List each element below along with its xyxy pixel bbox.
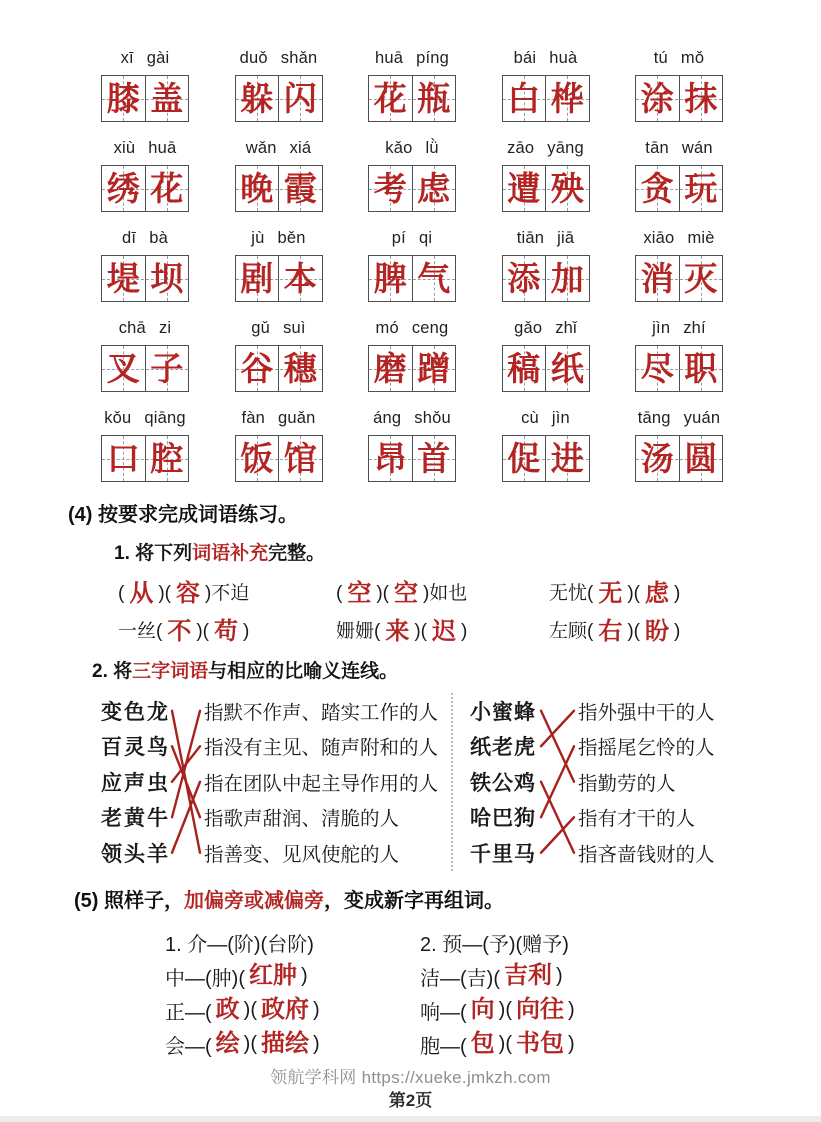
answer-character: 白: [507, 80, 541, 117]
pinyin-label: jìn zhí: [652, 319, 706, 337]
vocab-word-cell: [502, 136, 590, 212]
section5-title: [74, 884, 821, 913]
character-writing-box: [101, 435, 189, 482]
vocab-word-cell: [101, 46, 189, 122]
character-writing-box: [101, 255, 189, 302]
answer-character: 贪: [640, 170, 674, 207]
pinyin-label: kǎo lǜ: [385, 139, 439, 157]
answer-character: 馆: [283, 440, 317, 477]
matching-exercise-area: [0, 693, 821, 871]
character-writing-box: [235, 255, 323, 302]
vocab-word-cell: [502, 46, 590, 122]
character-writing-box: [502, 345, 590, 392]
completion-row: [118, 573, 821, 611]
vocab-word-cell: [368, 406, 456, 482]
text-run: )(: [243, 998, 257, 1021]
matching-meaning: 指有才干的人: [578, 808, 696, 831]
answer-text-red: 向: [470, 996, 495, 1023]
matching-word: 小蜜蜂: [470, 700, 536, 724]
matching-meaning: 指歌声甜润、清脆的人: [204, 808, 400, 831]
answer-text-red: 加偏旁或减偏旁: [184, 890, 324, 912]
text-run: (: [336, 583, 343, 604]
vocab-word-cell: [101, 406, 189, 482]
vocab-word-cell: [368, 46, 456, 122]
answer-text-red: 政: [215, 996, 240, 1023]
answer-character: 堤: [106, 260, 140, 297]
character-writing-box: [368, 345, 456, 392]
pinyin-label: tiān jiā: [516, 229, 575, 247]
radical-exercise-item: [420, 925, 575, 959]
matching-word: 变色龙: [101, 700, 170, 724]
text-run: )如也: [422, 583, 468, 604]
answer-character: 腔: [150, 440, 184, 477]
text-run: 姗姗(: [336, 621, 381, 642]
radical-exercise-item: [420, 993, 575, 1027]
text-run: ，变成新字再组词。: [324, 890, 504, 912]
text-run: 1. 介—(阶)(台阶): [165, 933, 314, 956]
answer-character: 桦: [550, 80, 584, 117]
matching-right-column: [455, 693, 821, 871]
text-run: ): [555, 964, 563, 987]
matching-row: [101, 693, 451, 729]
pinyin-label: duǒ shǎn: [239, 49, 318, 67]
pinyin-label: áng shǒu: [373, 409, 451, 427]
character-writing-box: [101, 345, 189, 392]
answer-character: 考: [373, 170, 407, 207]
text-run: )(: [376, 583, 389, 604]
matching-word: 百灵鸟: [101, 736, 170, 760]
answer-text-red: 红肿: [248, 962, 297, 989]
answer-character: 虑: [417, 170, 451, 207]
answer-character: 饭: [240, 440, 274, 477]
matching-meaning: 指没有主见、随声附和的人: [204, 737, 439, 760]
answer-character: 进: [550, 440, 584, 477]
answer-character: 剧: [240, 260, 274, 297]
matching-exercise-title: [92, 656, 821, 683]
text-run: )不迫: [204, 583, 250, 604]
text-run: 左顾(: [549, 621, 594, 642]
pinyin-label: huā píng: [374, 49, 450, 67]
answer-text-red: 空: [347, 580, 372, 607]
radical-exercise-item: [165, 993, 420, 1027]
character-writing-box: [635, 345, 723, 392]
answer-character: 霞: [283, 170, 317, 207]
matching-word: 领头羊: [101, 842, 170, 866]
pinyin-label: cù jìn: [521, 409, 570, 427]
answer-character: 晚: [240, 170, 274, 207]
answer-character: 花: [373, 80, 407, 117]
answer-character: 穗: [283, 350, 317, 387]
answer-text-red: 苟: [213, 618, 238, 645]
matching-row: [470, 729, 821, 765]
vocab-grid-row: [101, 46, 723, 122]
vocab-word-cell: [368, 316, 456, 392]
vocab-word-cell: [235, 226, 323, 302]
answer-character: 昂: [373, 440, 407, 477]
answer-character: 促: [507, 440, 541, 477]
radical-exercise-column: [420, 925, 575, 1061]
text-run: (5) 照样子，: [74, 890, 184, 912]
pinyin-label: kǒu qiāng: [104, 409, 186, 427]
answer-text-red: 政府: [261, 996, 309, 1023]
answer-character: 消: [640, 260, 674, 297]
radical-exercise-item: [420, 959, 575, 993]
text-run: 洁—(吉)(: [420, 967, 500, 990]
text-run: 1. 将下列: [114, 543, 193, 564]
text-run: ): [300, 964, 308, 987]
text-run: )(: [158, 583, 171, 604]
answer-text-red: 空: [393, 580, 418, 607]
text-run: ): [568, 998, 575, 1021]
vocab-word-cell: [101, 226, 189, 302]
character-writing-box: [101, 165, 189, 212]
text-run: 2. 将: [92, 661, 133, 682]
answer-character: 职: [684, 350, 718, 387]
answer-character: 本: [283, 260, 317, 297]
answer-character: 殃: [550, 170, 584, 207]
character-writing-box: [635, 165, 723, 212]
answer-character: 首: [417, 440, 451, 477]
character-writing-box: [368, 435, 456, 482]
answer-character: 坝: [150, 260, 184, 297]
text-run: ): [313, 1032, 320, 1055]
matching-meaning: 指摇尾乞怜的人: [578, 737, 715, 760]
answer-character: 口: [106, 440, 140, 477]
character-writing-box: [235, 345, 323, 392]
answer-text-red: 向往: [516, 996, 564, 1023]
pinyin-label: gǔ suì: [251, 319, 306, 337]
character-writing-box: [635, 435, 723, 482]
vocab-word-cell: [101, 316, 189, 392]
page-number: 第2页: [388, 1091, 433, 1110]
radical-exercise-item: [420, 1027, 575, 1061]
answer-text-red: 无: [598, 580, 623, 607]
vocab-grid-row: [101, 316, 723, 392]
pinyin-label: xiāo miè: [643, 229, 715, 247]
vocab-word-cell: [635, 226, 723, 302]
matching-row: [470, 764, 821, 800]
pinyin-label: dī bà: [122, 229, 168, 247]
answer-character: 盖: [150, 80, 184, 117]
pinyin-label: xī gài: [120, 49, 170, 67]
radical-exercise-column: [165, 925, 420, 1061]
completion-item: [118, 611, 336, 646]
vocab-word-cell: [235, 316, 323, 392]
pinyin-label: tān wán: [645, 139, 713, 157]
text-run: ): [673, 621, 681, 642]
answer-character: 汤: [640, 440, 674, 477]
vocab-word-cell: [368, 136, 456, 212]
text-run: ): [313, 998, 320, 1021]
text-run: 2. 预—(予)(赠予): [420, 933, 569, 956]
pinyin-label: jù běn: [251, 229, 306, 247]
vocab-grid-row: [101, 136, 723, 212]
answer-text-red: 盼: [644, 618, 669, 645]
vocab-word-cell: [235, 46, 323, 122]
matching-meaning: 指善变、见风使舵的人: [204, 843, 400, 866]
matching-row: [101, 764, 451, 800]
answer-text-red: 书包: [516, 1030, 564, 1057]
answer-text-red: 迟: [431, 618, 456, 645]
character-writing-box: [635, 255, 723, 302]
matching-left-column: [0, 693, 453, 871]
pinyin-label: pí qi: [391, 229, 433, 247]
matching-row: [470, 800, 821, 836]
answer-text-red: 包: [470, 1030, 495, 1057]
matching-row: [101, 835, 451, 871]
answer-character: 花: [150, 170, 184, 207]
text-run: 胞—(: [420, 1035, 467, 1058]
character-writing-box: [368, 75, 456, 122]
completion-item: [336, 573, 549, 608]
radical-exercise-item: [165, 959, 420, 993]
vocab-grid-row: [101, 226, 723, 302]
answer-character: 玩: [684, 170, 718, 207]
answer-character: 灭: [684, 260, 718, 297]
bottom-strip: [0, 1116, 821, 1122]
answer-character: 抹: [684, 80, 718, 117]
answer-character: 躲: [240, 80, 274, 117]
answer-text-red: 词语补充: [192, 543, 269, 564]
answer-text-red: 容: [175, 580, 200, 607]
answer-character: 蹭: [417, 350, 451, 387]
character-writing-box: [502, 165, 590, 212]
text-run: 一丝(: [118, 621, 163, 642]
matching-meaning: 指勤劳的人: [578, 772, 676, 795]
character-writing-box: [235, 75, 323, 122]
pinyin-label: tāng yuán: [637, 409, 721, 427]
matching-meaning: 指外强中干的人: [578, 701, 715, 724]
character-writing-box: [635, 75, 723, 122]
answer-text-red: 虑: [644, 580, 669, 607]
matching-meaning: 指默不作声、踏实工作的人: [204, 701, 439, 724]
answer-character: 稿: [507, 350, 541, 387]
answer-character: 子: [150, 350, 184, 387]
vocab-word-cell: [368, 226, 456, 302]
vocab-word-cell: [635, 136, 723, 212]
vocab-word-cell: [635, 316, 723, 392]
matching-word: 哈巴狗: [470, 807, 536, 831]
radical-exercise-columns: [165, 925, 821, 1061]
text-run: 响—(: [420, 1001, 467, 1024]
answer-text-red: 描绘: [261, 1030, 309, 1057]
answer-text-red: 绘: [215, 1030, 240, 1057]
character-writing-box: [368, 165, 456, 212]
matching-row: [101, 800, 451, 836]
character-writing-box: [235, 165, 323, 212]
vocab-word-cell: [635, 46, 723, 122]
text-run: 正—(: [165, 1001, 212, 1024]
vocab-grid-section: [101, 0, 723, 482]
text-run: ): [242, 621, 250, 642]
matching-word: 应声虫: [101, 771, 170, 795]
text-run: )(: [498, 998, 512, 1021]
answer-text-red: 吉利: [503, 962, 552, 989]
answer-character: 脾: [373, 260, 407, 297]
completion-item: [118, 573, 336, 608]
answer-character: 瓶: [417, 80, 451, 117]
answer-character: 膝: [106, 80, 140, 117]
answer-text-red: 从: [129, 580, 154, 607]
text-run: 中—(肿)(: [165, 967, 245, 990]
pinyin-label: fàn guǎn: [241, 409, 316, 427]
vocab-grid-row: [101, 406, 723, 482]
answer-character: 涂: [640, 80, 674, 117]
matching-meaning: 指吝啬钱财的人: [578, 843, 715, 866]
matching-meaning: 指在团队中起主导作用的人: [204, 772, 439, 795]
matching-row: [470, 693, 821, 729]
completion-exercise-title: [114, 538, 821, 565]
matching-word: 老黄牛: [101, 807, 170, 831]
pinyin-label: bái huà: [513, 49, 578, 67]
vocab-word-cell: [502, 226, 590, 302]
text-run: ): [673, 583, 681, 604]
text-run: )(: [243, 1032, 257, 1055]
answer-character: 谷: [240, 350, 274, 387]
answer-character: 遭: [507, 170, 541, 207]
vocab-word-cell: [235, 136, 323, 212]
text-run: )(: [414, 621, 427, 642]
completion-row: [118, 611, 821, 649]
character-writing-box: [101, 75, 189, 122]
vocab-word-cell: [235, 406, 323, 482]
text-run: ): [460, 621, 468, 642]
answer-character: 叉: [106, 350, 140, 387]
radical-exercise-item: [165, 1027, 420, 1061]
text-run: )(: [627, 583, 640, 604]
answer-character: 尽: [640, 350, 674, 387]
text-run: 会—(: [165, 1035, 212, 1058]
pinyin-label: chā zi: [118, 319, 172, 337]
character-writing-box: [502, 255, 590, 302]
answer-text-red: 不: [167, 618, 192, 645]
vocab-word-cell: [502, 406, 590, 482]
pinyin-label: tú mǒ: [653, 49, 705, 67]
answer-character: 圆: [684, 440, 718, 477]
answer-text-red: 三字词语: [132, 661, 209, 682]
answer-character: 磨: [373, 350, 407, 387]
matching-word: 千里马: [470, 842, 536, 866]
vocab-word-cell: [101, 136, 189, 212]
watermark-text: 领航学科网 https://xueke.jmkzh.com: [270, 1068, 551, 1087]
text-run: ): [568, 1032, 575, 1055]
answer-character: 绣: [106, 170, 140, 207]
character-writing-box: [235, 435, 323, 482]
pinyin-label: gǎo zhǐ: [514, 319, 577, 337]
pinyin-label: xiù huā: [113, 139, 177, 157]
matching-row: [101, 729, 451, 765]
vocab-word-cell: [635, 406, 723, 482]
pinyin-label: wǎn xiá: [245, 139, 312, 157]
completion-exercise-rows: [118, 573, 821, 649]
text-run: )(: [498, 1032, 512, 1055]
answer-text-red: 来: [385, 618, 410, 645]
matching-row: [470, 835, 821, 871]
pinyin-label: zāo yāng: [507, 139, 584, 157]
text-run: )(: [627, 621, 640, 642]
section4-title: (4) 按要求完成词语练习。: [68, 504, 298, 526]
character-writing-box: [368, 255, 456, 302]
answer-text-red: 右: [598, 618, 623, 645]
matching-word: 纸老虎: [470, 736, 536, 760]
text-run: 与相应的比喻义连线。: [208, 661, 399, 682]
answer-character: 纸: [550, 350, 584, 387]
answer-character: 气: [417, 260, 451, 297]
answer-character: 加: [550, 260, 584, 297]
radical-exercise-item: [165, 925, 420, 959]
text-run: )(: [196, 621, 209, 642]
matching-word: 铁公鸡: [470, 771, 536, 795]
pinyin-label: mó ceng: [375, 319, 449, 337]
character-writing-box: [502, 435, 590, 482]
answer-character: 添: [507, 260, 541, 297]
answer-character: 闪: [283, 80, 317, 117]
text-run: (: [118, 583, 125, 604]
text-run: 无忧(: [549, 583, 594, 604]
vocab-word-cell: [502, 316, 590, 392]
text-run: 完整。: [268, 543, 326, 564]
completion-item: [549, 611, 680, 646]
completion-item: [549, 573, 680, 608]
completion-item: [336, 611, 549, 646]
character-writing-box: [502, 75, 590, 122]
